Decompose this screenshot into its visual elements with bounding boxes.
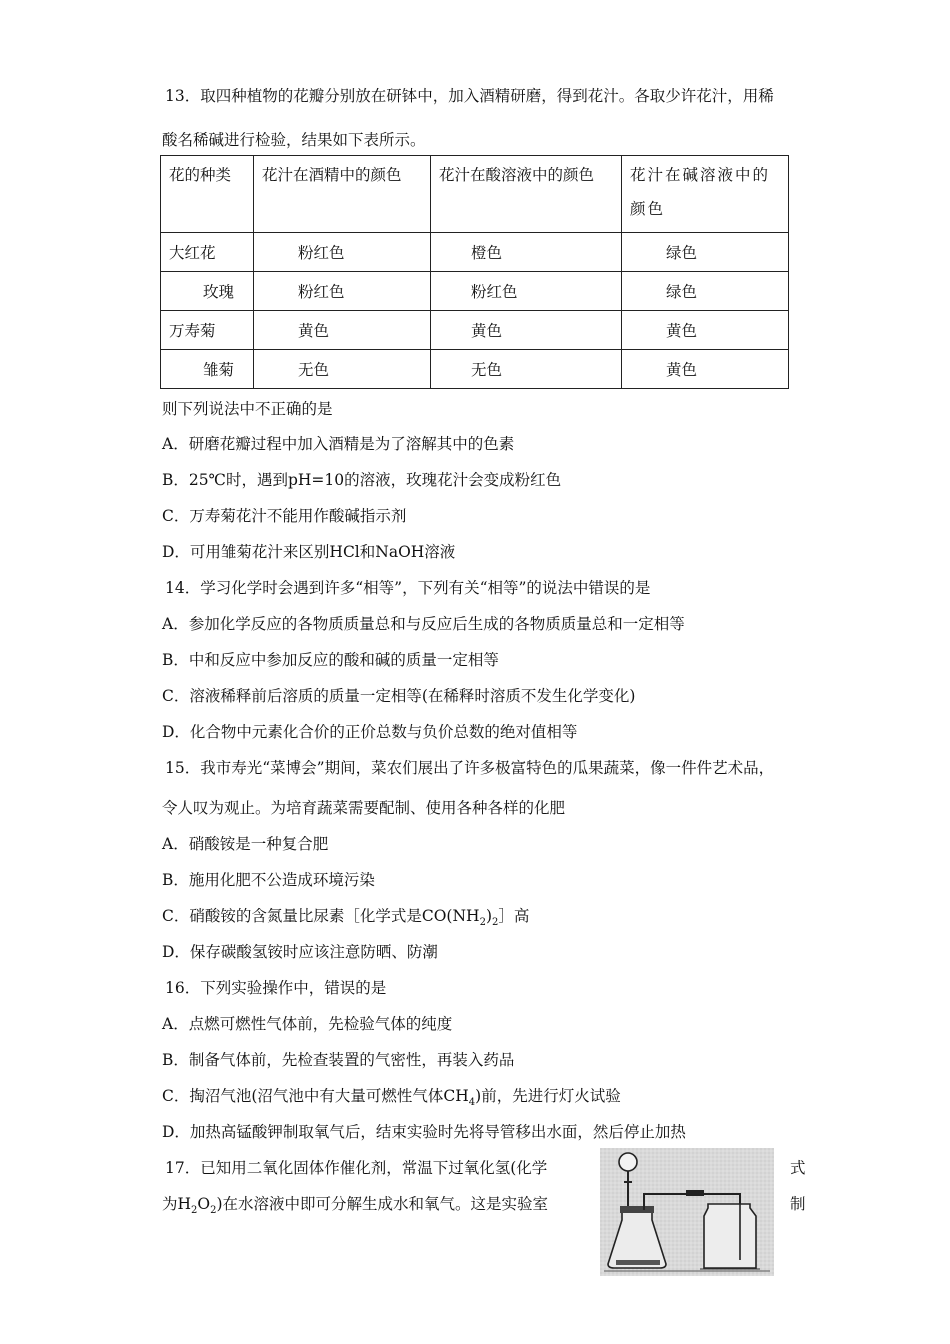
q17-line2-end: 制 (790, 1195, 806, 1213)
q17-line2: 为$H_2O_2$)在水溶液中即可分解生成水和氧气。这是实验室 (162, 1195, 549, 1217)
q14-line1: 14．学习化学时会遇到许多“相等”，下列有关“相等”的说法中错误的是 (165, 579, 651, 597)
q16-line1: 16．下列实验操作中，错误的是 (165, 979, 387, 997)
q16-option-d: D．加热高锰酸钾制取氧气后，结束实验时先将导管移出水面，然后停止加热 (162, 1123, 686, 1141)
flower-color-table (160, 155, 789, 389)
q17-line1-end: 式 (790, 1159, 806, 1177)
q13-line1: 13．取四种植物的花瓣分别放在研钵中，加入酒精研磨，得到花汁。各取少许花汁，用稀 (165, 87, 774, 105)
q14-option-a: A．参加化学反应的各物质质量总和与反应后生成的各物质质量总和一定相等 (162, 615, 685, 633)
q16-option-c: C．掏沼气池(沼气池中有大量可燃性气体$CH_4$)前，先进行灯火试验 (162, 1087, 621, 1109)
table-cell: 黄色 (622, 311, 789, 350)
q15-line2: 令人叹为观止。为培育蔬菜需要配制、使用各种各样的化肥 (162, 799, 566, 817)
table-header-cell: 花汁在酸溶液中的颜色 (431, 156, 622, 233)
table-row (161, 233, 789, 272)
table-cell: 橙色 (431, 233, 622, 272)
q15-line1: 15．我市寿光“菜博会”期间，菜农们展出了许多极富特色的瓜果蔬菜，像一件件艺术品， (165, 759, 775, 777)
table-row (161, 272, 789, 311)
q14-option-c: C．溶液稀释前后溶质的质量一定相等(在稀释时溶质不发生化学变化) (162, 687, 636, 705)
table-cell: 大红花 (161, 233, 254, 272)
table-cell: 绿色 (622, 272, 789, 311)
q14-option-b: B．中和反应中参加反应的酸和碱的质量一定相等 (162, 651, 499, 669)
gas-generation-apparatus-figure (600, 1148, 774, 1276)
table-cell: 万寿菊 (161, 311, 254, 350)
table-row (161, 350, 789, 389)
q13-option-a: A．研磨花瓣过程中加入酒精是为了溶解其中的色素 (162, 435, 515, 453)
table-cell: 黄色 (254, 311, 431, 350)
q16-option-a: A．点燃可燃性气体前，先检验气体的纯度 (162, 1015, 453, 1033)
q13-line2: 酸名稀碱进行检验，结果如下表所示。 (162, 131, 426, 149)
q13-option-c: C．万寿菊花汁不能用作酸碱指示剂 (162, 507, 407, 525)
table-cell: 无色 (431, 350, 622, 389)
q13-stem: 则下列说法中不正确的是 (162, 400, 333, 418)
table-header-row (161, 156, 789, 233)
table-cell: 黄色 (431, 311, 622, 350)
table-cell: 玫瑰 (161, 272, 254, 311)
table-cell: 雏菊 (161, 350, 254, 389)
table-cell: 粉红色 (254, 272, 431, 311)
table-row (161, 311, 789, 350)
q13-option-d: D．可用雏菊花汁来区别HCl和NaOH溶液 (162, 543, 456, 561)
table-cell: 绿色 (622, 233, 789, 272)
table-header-cell: 花汁在酒精中的颜色 (254, 156, 431, 233)
table-header-cell: 花汁在碱溶液中的颜色 (622, 156, 789, 233)
table-header-cell: 花的种类 (161, 156, 254, 233)
q15-option-b: B．施用化肥不公造成环境污染 (162, 871, 375, 889)
table-cell: 粉红色 (254, 233, 431, 272)
table-cell: 粉红色 (431, 272, 622, 311)
q16-option-b: B．制备气体前，先检查装置的气密性，再装入药品 (162, 1051, 515, 1069)
q15-option-d: D．保存碳酸氢铵时应该注意防晒、防潮 (162, 943, 438, 961)
table-cell: 无色 (254, 350, 431, 389)
q14-option-d: D．化合物中元素化合价的正价总数与负价总数的绝对值相等 (162, 723, 578, 741)
apparatus-drawing (600, 1148, 774, 1276)
q13-option-b: B．25℃时，遇到pH=10的溶液，玫瑰花汁会变成粉红色 (162, 471, 562, 489)
table-cell: 黄色 (622, 350, 789, 389)
q17-line1: 17．已知用二氧化固体作催化剂，常温下过氧化氢(化学 (165, 1159, 548, 1177)
q15-option-a: A．硝酸铵是一种复合肥 (162, 835, 329, 853)
q15-option-c: C．硝酸铵的含氮量比尿素［化学式是$CO(NH_2)_2]$高 (162, 907, 530, 929)
